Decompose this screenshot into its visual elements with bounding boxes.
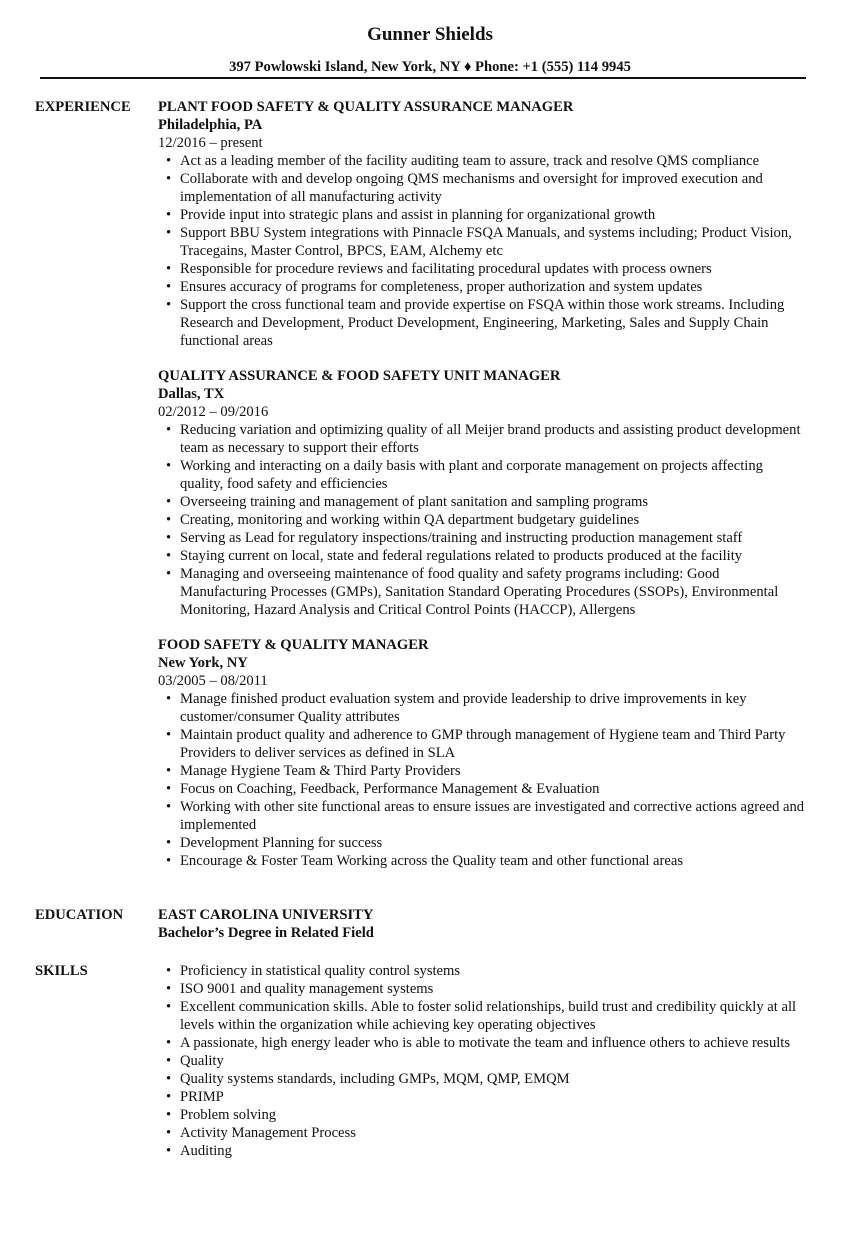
bullet-item: • Responsible for procedure reviews and facilitating procedural updates with process owners bbox=[158, 260, 805, 278]
bullet-item: • Maintain product quality and adherence to GMP through management of Hygiene team and Third Party Providers to deliver services as defined in SLA bbox=[158, 726, 805, 762]
skills-list bbox=[158, 962, 805, 1160]
bullet-item: • Working with other site functional areas to ensure issues are investigated and corrective actions agreed and implemented bbox=[158, 798, 805, 834]
bullet-item: • Reducing variation and optimizing quality of all Meijer brand products and assisting product development team as necessary to support their efforts bbox=[158, 421, 805, 457]
bullet-item: • Ensures accuracy of programs for completeness, proper authorization and system updates bbox=[158, 278, 805, 296]
skill-item: • Auditing bbox=[158, 1142, 805, 1160]
education-section bbox=[35, 906, 805, 942]
job-entry bbox=[158, 98, 805, 350]
job-entry bbox=[158, 636, 805, 870]
bullet-item: • Focus on Coaching, Feedback, Performance Management & Evaluation bbox=[158, 780, 805, 798]
job-dates: 02/2012 – 09/2016 bbox=[158, 404, 269, 420]
skill-item: • ISO 9001 and quality management systems bbox=[158, 980, 805, 998]
bullet-item: • Collaborate with and develop ongoing QMS mechanisms and oversight for improved execution and implementation of all manufacturing activity bbox=[158, 170, 805, 206]
bullet-item: • Manage Hygiene Team & Third Party Providers bbox=[158, 762, 805, 780]
job-title: FOOD SAFETY & QUALITY MANAGER bbox=[158, 637, 429, 653]
bullet-item: • Support BBU System integrations with Pinnacle FSQA Manuals, and systems including; Product Vision, Tracegains, Master Control, BPCS, EAM, Alchemy etc bbox=[158, 224, 805, 260]
bullet-item: • Overseeing training and management of plant sanitation and sampling programs bbox=[158, 493, 805, 511]
bullet-item: • Act as a leading member of the facility auditing team to assure, track and resolve QMS compliance bbox=[158, 152, 805, 170]
skill-item: • Proficiency in statistical quality control systems bbox=[158, 962, 805, 980]
skill-item: • PRIMP bbox=[158, 1088, 805, 1106]
job-bullets bbox=[158, 421, 805, 619]
job-title: QUALITY ASSURANCE & FOOD SAFETY UNIT MANAGER bbox=[158, 368, 561, 384]
degree: Bachelor’s Degree in Related Field bbox=[158, 925, 374, 941]
candidate-name: Gunner Shields bbox=[367, 24, 493, 45]
contact-line: 397 Powlowski Island, New York, NY ♦ Phone: +1 (555) 114 9945 bbox=[229, 59, 631, 75]
skill-item: • Quality bbox=[158, 1052, 805, 1070]
bullet-item: • Development Planning for success bbox=[158, 834, 805, 852]
section-label-experience: EXPERIENCE bbox=[35, 99, 131, 115]
job-bullets bbox=[158, 152, 805, 350]
skill-item: • Activity Management Process bbox=[158, 1124, 805, 1142]
job-bullets bbox=[158, 690, 805, 870]
skill-item: • Quality systems standards, including GMPs, MQM, QMP, EMQM bbox=[158, 1070, 805, 1088]
job-entry bbox=[158, 367, 805, 619]
bullet-item: • Provide input into strategic plans and assist in planning for organizational growth bbox=[158, 206, 805, 224]
bullet-item: • Working and interacting on a daily basis with plant and corporate management on projects affecting quality, food safety and efficiencies bbox=[158, 457, 805, 493]
job-dates: 12/2016 – present bbox=[158, 135, 263, 151]
job-title: PLANT FOOD SAFETY & QUALITY ASSURANCE MANAGER bbox=[158, 99, 574, 115]
skills-section bbox=[35, 962, 805, 1160]
bullet-item: • Managing and overseeing maintenance of food quality and safety programs including: Good Manufacturing Processes (GMPs), Sanitation Standard Operating Procedures (SSOPs), Environmental Monitoring, Hazard Analysis and Critical Control Points (HACCP), Allergens bbox=[158, 565, 805, 619]
bullet-item: • Manage finished product evaluation system and provide leadership to drive improvements in key customer/consumer Quality attributes bbox=[158, 690, 805, 726]
bullet-item: • Support the cross functional team and provide expertise on FSQA within those work streams. Including Research and Development, Product Development, Engineering, Marketing, Sales and Supply Chain functional areas bbox=[158, 296, 805, 350]
bullet-item: • Encourage & Foster Team Working across the Quality team and other functional areas bbox=[158, 852, 805, 870]
experience-section bbox=[35, 98, 805, 887]
job-location: Dallas, TX bbox=[158, 386, 225, 402]
job-location: Philadelphia, PA bbox=[158, 117, 263, 133]
bullet-item: • Creating, monitoring and working within QA department budgetary guidelines bbox=[158, 511, 805, 529]
school-name: EAST CAROLINA UNIVERSITY bbox=[158, 907, 374, 923]
job-location: New York, NY bbox=[158, 655, 248, 671]
skill-item: • Excellent communication skills. Able to foster solid relationships, build trust and credibility quickly at all levels within the organization while achieving key operating objectives bbox=[158, 998, 805, 1034]
bullet-item: • Staying current on local, state and federal regulations related to products produced at the facility bbox=[158, 547, 805, 565]
header-divider bbox=[40, 77, 806, 79]
section-label-education: EDUCATION bbox=[35, 907, 124, 923]
skill-item: • Problem solving bbox=[158, 1106, 805, 1124]
job-dates: 03/2005 – 08/2011 bbox=[158, 673, 268, 689]
section-label-skills: SKILLS bbox=[35, 963, 88, 979]
bullet-item: • Serving as Lead for regulatory inspections/training and instructing production management staff bbox=[158, 529, 805, 547]
skill-item: • A passionate, high energy leader who is able to motivate the team and influence others to achieve results bbox=[158, 1034, 805, 1052]
